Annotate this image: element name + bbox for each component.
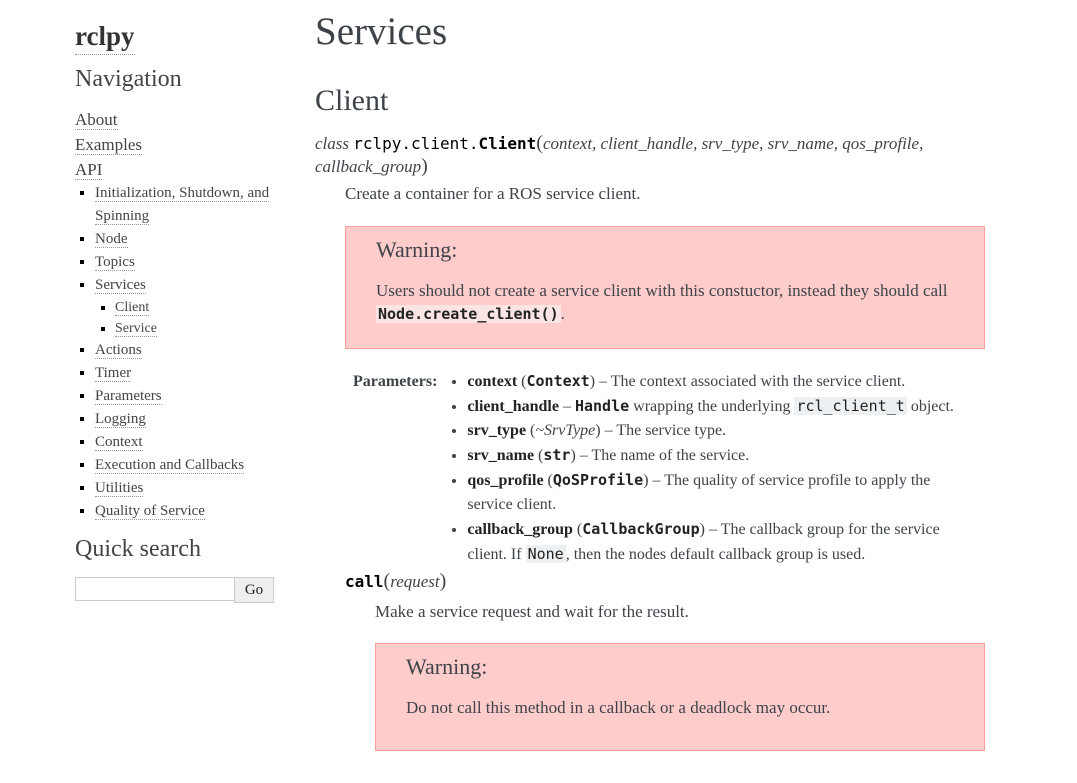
class-prefix: rclpy.client. (353, 134, 479, 153)
sidebar (75, 18, 275, 603)
toc-link-services[interactable]: Services (95, 277, 146, 293)
toc-link-client[interactable]: Client (115, 300, 150, 315)
warning-text: Users should not create a service client with this constuctor, instead they should call Node.create_client() . (376, 281, 948, 323)
param-item-srv-name: • srv_name (str) – The name of the service. (467, 443, 967, 468)
toc-link-qos[interactable]: Quality of Service (95, 503, 205, 519)
class-description-text: Create a container for a ROS service client. (345, 184, 641, 203)
param-item-qos-profile: • qos_profile (QoSProfile) – The quality of service profile to apply the service client. (467, 468, 967, 517)
navigation-heading: Navigation (75, 66, 182, 92)
method-description (375, 600, 985, 751)
toc-link-execution[interactable]: Execution and Callbacks (95, 457, 245, 473)
main-content (315, 0, 985, 751)
class-description (345, 182, 985, 751)
page-title: Services (315, 10, 448, 53)
subtoc-item (115, 297, 275, 318)
toc-link-utilities[interactable]: Utilities (95, 480, 144, 496)
quick-search-heading: Quick search (75, 536, 201, 562)
toc-item (95, 182, 275, 228)
toc-item (95, 431, 275, 454)
class-args-line2: callback_group (315, 157, 422, 176)
toc-item (95, 500, 275, 523)
method-name: call (345, 572, 384, 591)
class-signature: class rclpy.client.Client(context, client_handle, srv_type, srv_name, qos_profile, callback_group) (315, 132, 924, 177)
toc-item (95, 408, 275, 431)
toc-link-context[interactable]: Context (95, 434, 143, 450)
param-item-context: • context (Context) – The context associated with the service client. (467, 369, 967, 394)
warning-box-constructor (345, 226, 985, 349)
nav-link-examples[interactable]: Examples (75, 135, 143, 154)
toc-link-actions[interactable]: Actions (95, 342, 142, 358)
search-form (75, 577, 275, 603)
services-subtoc (95, 297, 275, 339)
parameters-label: Parameters: (353, 373, 438, 390)
toc-item (95, 454, 275, 477)
toc-item (95, 228, 275, 251)
param-item-client-handle: • client_handle – Handle wrapping the underlying rcl_client_t object. (467, 394, 967, 419)
toc-item (95, 362, 275, 385)
toc-item (95, 251, 275, 274)
toc-link-service[interactable]: Service (115, 321, 157, 336)
toc-item (95, 274, 275, 339)
method-signature-call: call(request) (345, 570, 447, 592)
toc-link-initialization[interactable]: Initialization, Shutdown, and Spinning (95, 185, 270, 224)
class-keyword: class (315, 134, 349, 153)
toc-item (95, 385, 275, 408)
subtoc-item (115, 318, 275, 339)
top-links (75, 107, 275, 182)
nav-link-api[interactable]: API (75, 160, 103, 179)
toc-item (95, 477, 275, 500)
api-toc (75, 182, 275, 523)
parameters-table (345, 369, 967, 567)
class-args-line1: context, client_handle, srv_type, srv_name, qos_profile, (542, 134, 924, 153)
toc-link-logging[interactable]: Logging (95, 411, 146, 427)
logo-link[interactable]: rclpy (75, 18, 135, 55)
toc-item (95, 339, 275, 362)
toc-link-timer[interactable]: Timer (95, 365, 132, 381)
method-description-text: Make a service request and wait for the result. (375, 602, 689, 621)
create-client-code: Node.create_client() (378, 305, 559, 323)
warning-box-call (375, 643, 985, 751)
param-item-srv-type: • srv_type (~SrvType) – The service type. (467, 419, 967, 443)
warning-title: Warning: (406, 654, 488, 679)
search-go-button[interactable]: Go (234, 577, 274, 603)
section-title-client: Client (315, 84, 389, 117)
search-input[interactable] (75, 577, 235, 601)
parameters-list (449, 369, 967, 567)
toc-link-node[interactable]: Node (95, 231, 128, 247)
warning-title: Warning: (376, 237, 458, 262)
warning-text: Do not call this method in a callback or a deadlock may occur. (406, 698, 831, 717)
toc-link-parameters[interactable]: Parameters (95, 388, 162, 404)
param-item-callback-group: • callback_group (CallbackGroup) – The callback group for the service client. If None , then the nodes default callback group is used. (467, 517, 967, 567)
nav-link-about[interactable]: About (75, 110, 118, 129)
class-name: Client (478, 134, 537, 153)
toc-link-topics[interactable]: Topics (95, 254, 135, 270)
method-args: request (390, 572, 440, 591)
